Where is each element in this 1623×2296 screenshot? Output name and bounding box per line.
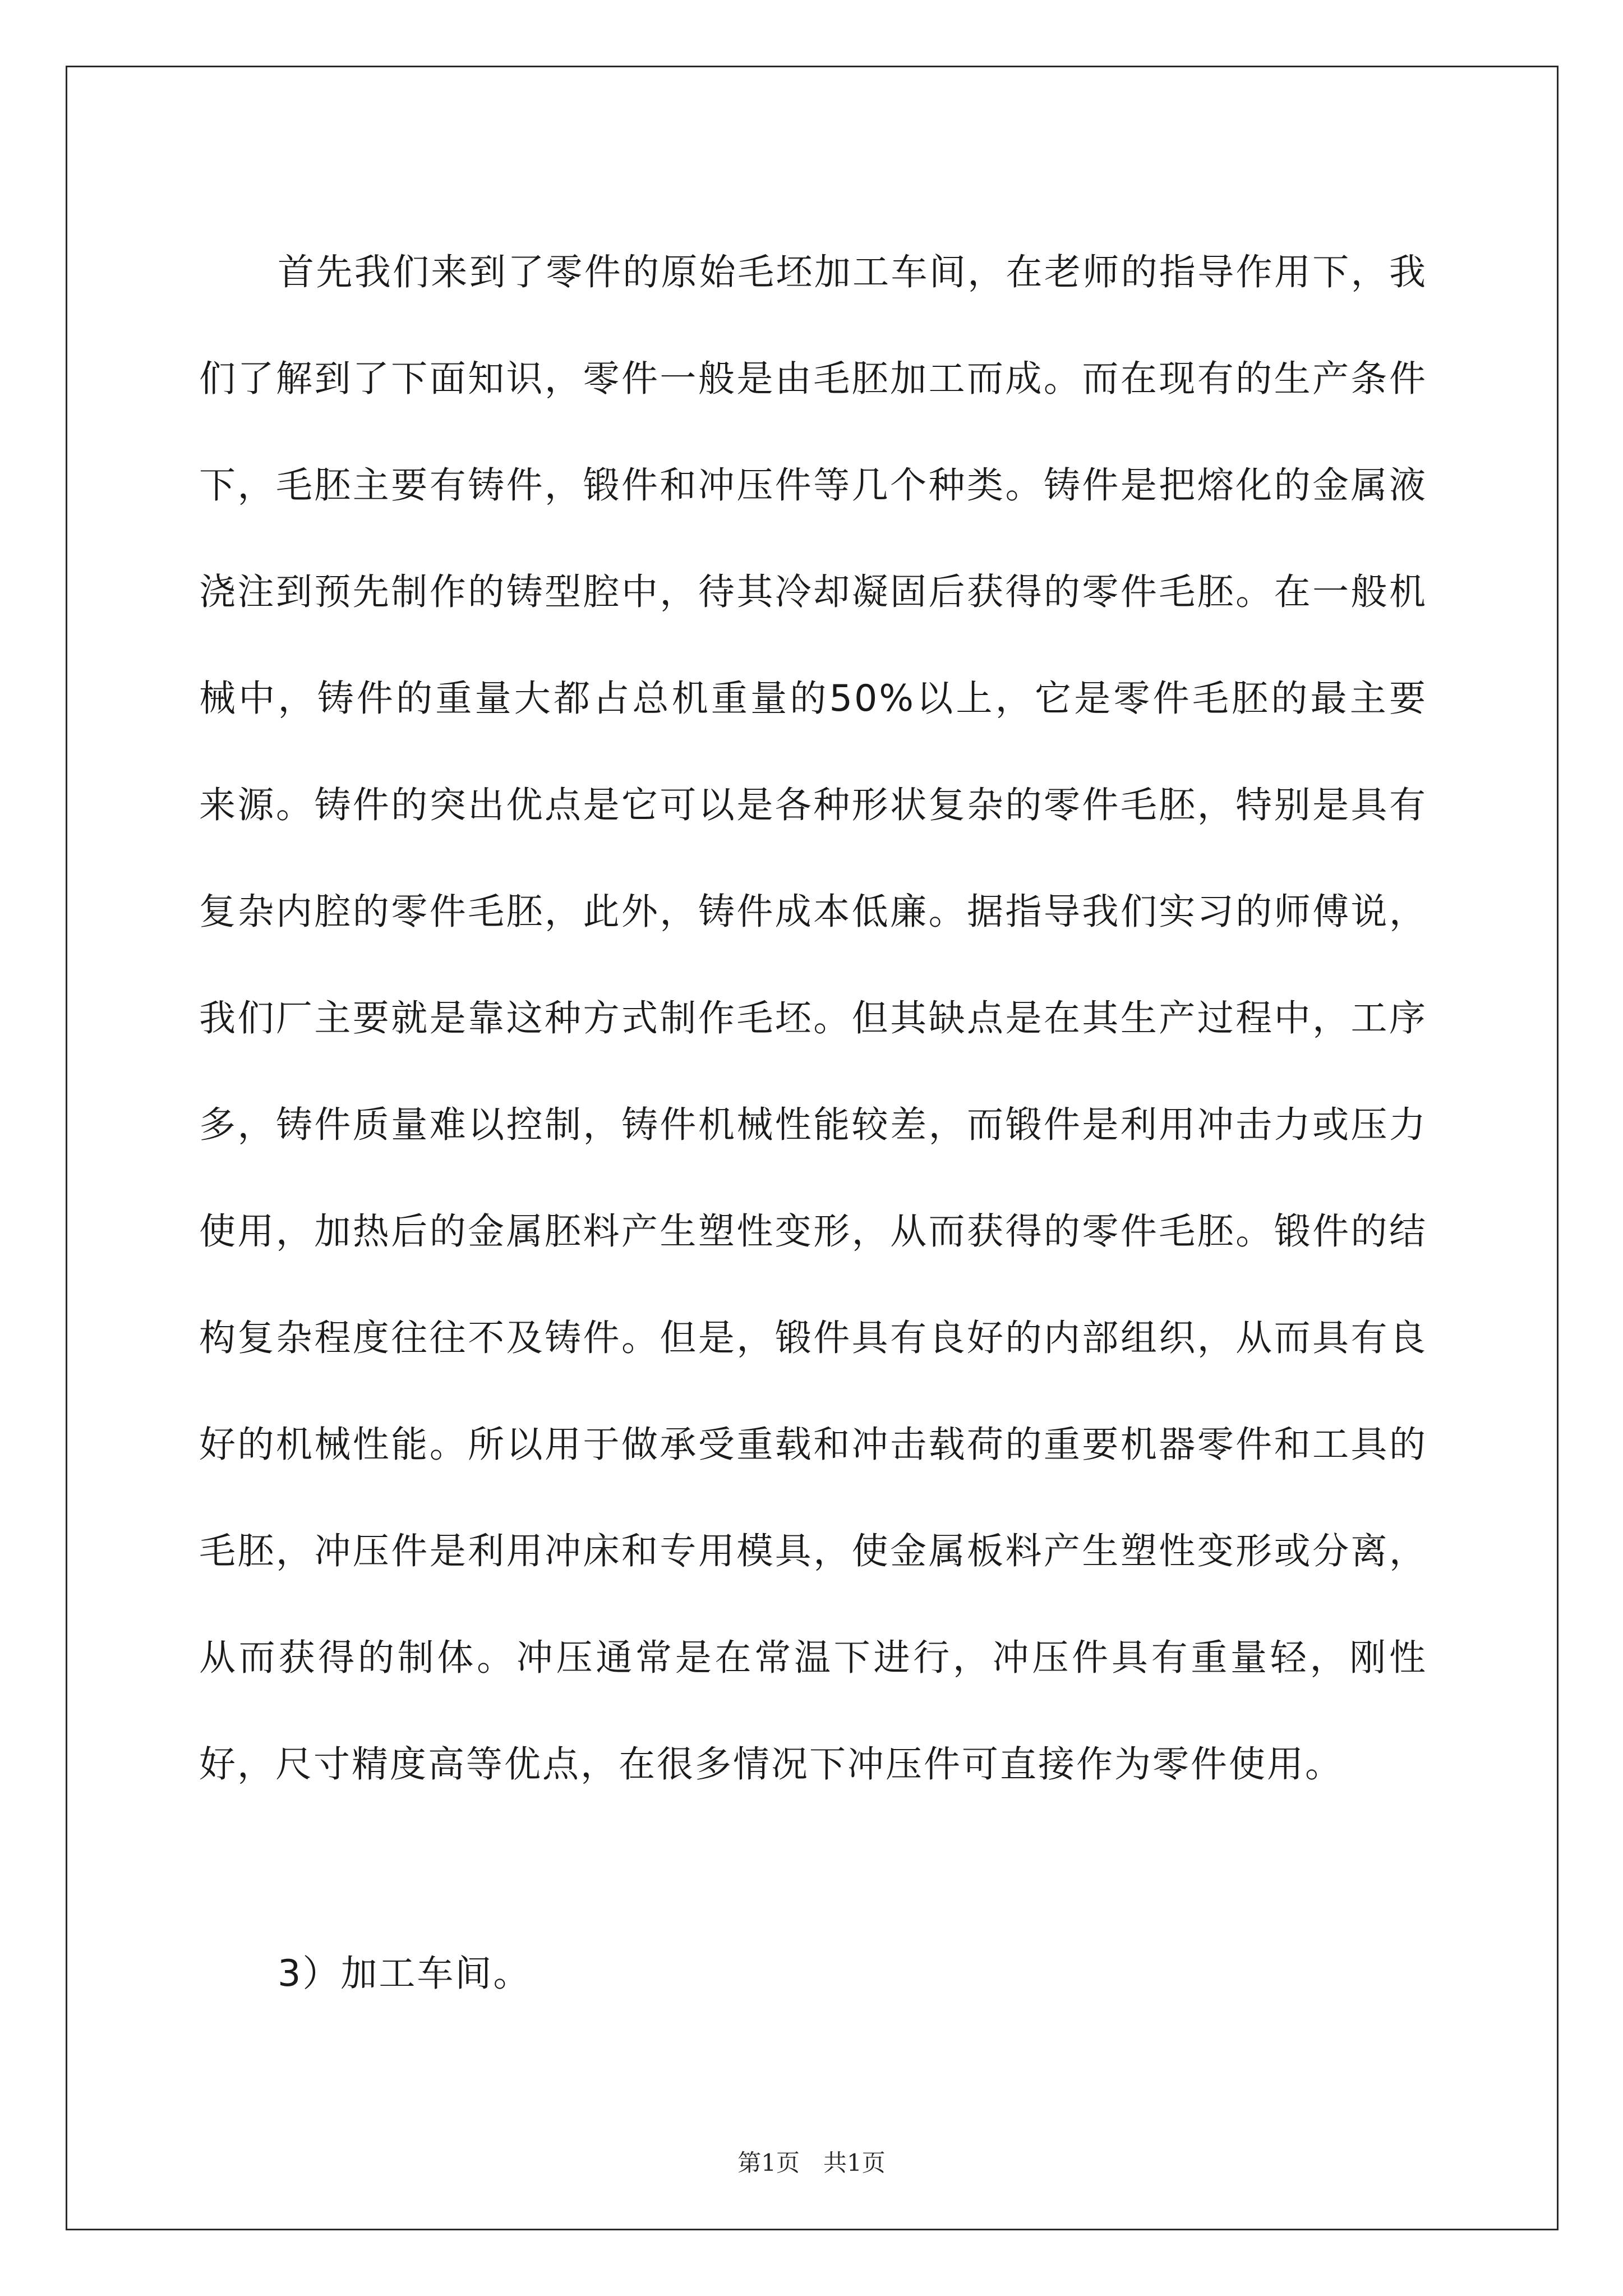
section-heading: 3）加工车间。 [278, 1953, 532, 1995]
page-number: 第1页 [737, 2149, 800, 2177]
page-footer [0, 2145, 1623, 2178]
page-total: 共1页 [823, 2149, 886, 2177]
body-paragraph: 首先我们来到了零件的原始毛坯加工车间，在老师的指导作用下，我们了解到了下面知识，零件一般是由毛胚加工而成。而在现有的生产条件下，毛胚主要有铸件，锻件和冲压件等几个种类。铸件是把熔化的金属液浇注到预先制作的铸型腔中，待其冷却凝固后获得的零件毛胚。在一般机械中，铸件的重量大都占总机重量的50%以上，它是零件毛胚的最主要来源。铸件的突出优点是它可以是各种形状复杂的零件毛胚，特别是具有复杂内腔的零件毛胚，此外，铸件成本低廉。据指导我们实习的师傅说，我们厂主要就是靠这种方式制作毛坯。但其缺点是在其生产过程中，工序多，铸件质量难以控制，铸件机械性能较差，而锻件是利用冲击力或压力使用，加热后的金属胚料产生塑性变形，从而获得的零件毛胚。锻件的结构复杂程度往往不及铸件。但是，锻件具有良好的内部组织，从而具有良好的机械性能。所以用于做承受重载和冲击载荷的重要机器零件和工具的毛胚，冲压件是利用冲床和专用模具，使金属板料产生塑性变形或分离，从而获得的制体。冲压通常是在常温下进行，冲压件具有重量轻，刚性好，尺寸精度高等优点，在很多情况下冲压件可直接作为零件使用。 [199, 251, 1427, 1786]
